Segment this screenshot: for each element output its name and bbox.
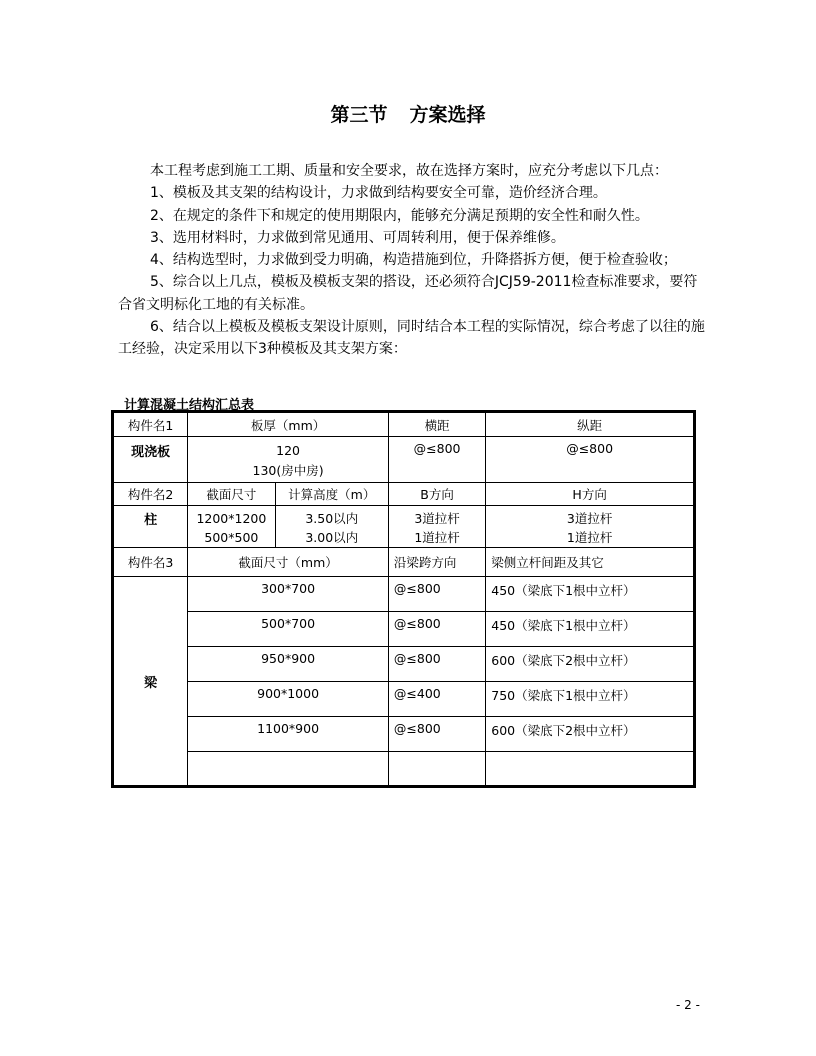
header-cell: 计算高度（m） bbox=[275, 483, 388, 506]
header-cell: B方向 bbox=[388, 483, 485, 506]
beam-section: 950*900 bbox=[188, 647, 389, 682]
header-cell: 板厚（mm） bbox=[188, 412, 389, 437]
table-row bbox=[113, 412, 695, 437]
structure-summary-table bbox=[111, 410, 696, 788]
body-text bbox=[118, 160, 708, 361]
beam-other: 750（梁底下1根中立杆） bbox=[486, 682, 695, 717]
table-row bbox=[113, 577, 695, 612]
table-row bbox=[113, 612, 695, 647]
beam-other: 450（梁底下1根中立杆） bbox=[486, 577, 695, 612]
table-caption: 计算混凝土结构汇总表 bbox=[124, 398, 255, 413]
member-name: 梁 bbox=[113, 577, 188, 787]
cell-line: 3道拉杆 bbox=[566, 511, 613, 526]
paragraph: 3、选用材料时，力求做到常见通用、可周转利用，便于保养维修。 bbox=[150, 229, 565, 246]
beam-spacing: @≤800 bbox=[388, 647, 485, 682]
empty-cell bbox=[188, 752, 389, 787]
paragraph: 6、结合以上模板及模板支架设计原则，同时结合本工程的实际情况，综合考虑了以往的施工经验，决定采用以下3种模板及其支架方案： bbox=[118, 319, 705, 358]
cell-line: 1200*1200 bbox=[196, 511, 267, 526]
beam-section: 1100*900 bbox=[188, 717, 389, 752]
section-number: 第三节 bbox=[330, 104, 388, 126]
empty-cell bbox=[486, 752, 695, 787]
table-row bbox=[113, 506, 695, 548]
member-name: 现浇板 bbox=[113, 437, 188, 483]
table-row bbox=[113, 548, 695, 577]
header-cell: 构件名1 bbox=[113, 412, 188, 437]
header-cell: 梁侧立杆间距及其它 bbox=[486, 548, 695, 577]
paragraph: 4、结构选型时，力求做到受力明确，构造措施到位，升降搭拆方便，便于检查验收； bbox=[150, 252, 677, 269]
table-row bbox=[113, 717, 695, 752]
cell-line: 130(房中房) bbox=[252, 463, 324, 478]
table-cell bbox=[388, 506, 485, 548]
beam-spacing: @≤800 bbox=[388, 577, 485, 612]
table-row bbox=[113, 752, 695, 787]
header-cell: 截面尺寸（mm） bbox=[188, 548, 389, 577]
beam-spacing: @≤800 bbox=[388, 612, 485, 647]
beam-spacing: @≤400 bbox=[388, 682, 485, 717]
paragraph: 2、在规定的条件下和规定的使用期限内，能够充分满足预期的安全性和耐久性。 bbox=[150, 207, 649, 224]
member-name: 柱 bbox=[113, 506, 188, 548]
header-cell: 横距 bbox=[388, 412, 485, 437]
table-cell: @≤800 bbox=[486, 437, 695, 483]
section-name: 方案选择 bbox=[409, 104, 486, 126]
cell-line: 120 bbox=[276, 443, 301, 458]
table-row bbox=[113, 647, 695, 682]
beam-other: 600（梁底下2根中立杆） bbox=[486, 647, 695, 682]
cell-line: 3.00以内 bbox=[305, 530, 359, 545]
empty-cell bbox=[388, 752, 485, 787]
header-cell: 构件名3 bbox=[113, 548, 188, 577]
table-cell: @≤800 bbox=[388, 437, 485, 483]
paragraph: 5、综合以上几点，模板及模板支架的搭设，还必须符合JCJ59-2011检查标准要求，要符合省文明标化工地的有关标准。 bbox=[118, 274, 698, 313]
table-row bbox=[113, 682, 695, 717]
header-cell: 纵距 bbox=[486, 412, 695, 437]
slab-thickness bbox=[188, 437, 389, 483]
section-title bbox=[0, 100, 816, 127]
cell-line: 500*500 bbox=[204, 530, 259, 545]
cell-line: 1道拉杆 bbox=[414, 530, 460, 545]
table-cell bbox=[486, 506, 695, 548]
table-cell bbox=[188, 506, 275, 548]
header-cell: 构件名2 bbox=[113, 483, 188, 506]
paragraph: 1、模板及其支架的结构设计，力求做到结构要安全可靠，造价经济合理。 bbox=[150, 185, 607, 202]
cell-line: 1道拉杆 bbox=[566, 530, 613, 545]
table-row bbox=[113, 483, 695, 506]
cell-line: 3.50以内 bbox=[305, 511, 359, 526]
cell-line: 3道拉杆 bbox=[414, 511, 460, 526]
beam-section: 500*700 bbox=[188, 612, 389, 647]
header-cell: 沿梁跨方向 bbox=[388, 548, 485, 577]
paragraph: 本工程考虑到施工工期、质量和安全要求，故在选择方案时，应充分考虑以下几点： bbox=[150, 163, 668, 179]
header-cell: 截面尺寸 bbox=[188, 483, 275, 506]
header-cell: H方向 bbox=[486, 483, 695, 506]
beam-spacing: @≤800 bbox=[388, 717, 485, 752]
beam-section: 900*1000 bbox=[188, 682, 389, 717]
table-cell bbox=[275, 506, 388, 548]
table-row bbox=[113, 437, 695, 483]
beam-section: 300*700 bbox=[188, 577, 389, 612]
page-number: - 2 - bbox=[676, 998, 700, 1012]
beam-other: 450（梁底下1根中立杆） bbox=[486, 612, 695, 647]
beam-other: 600（梁底下2根中立杆） bbox=[486, 717, 695, 752]
